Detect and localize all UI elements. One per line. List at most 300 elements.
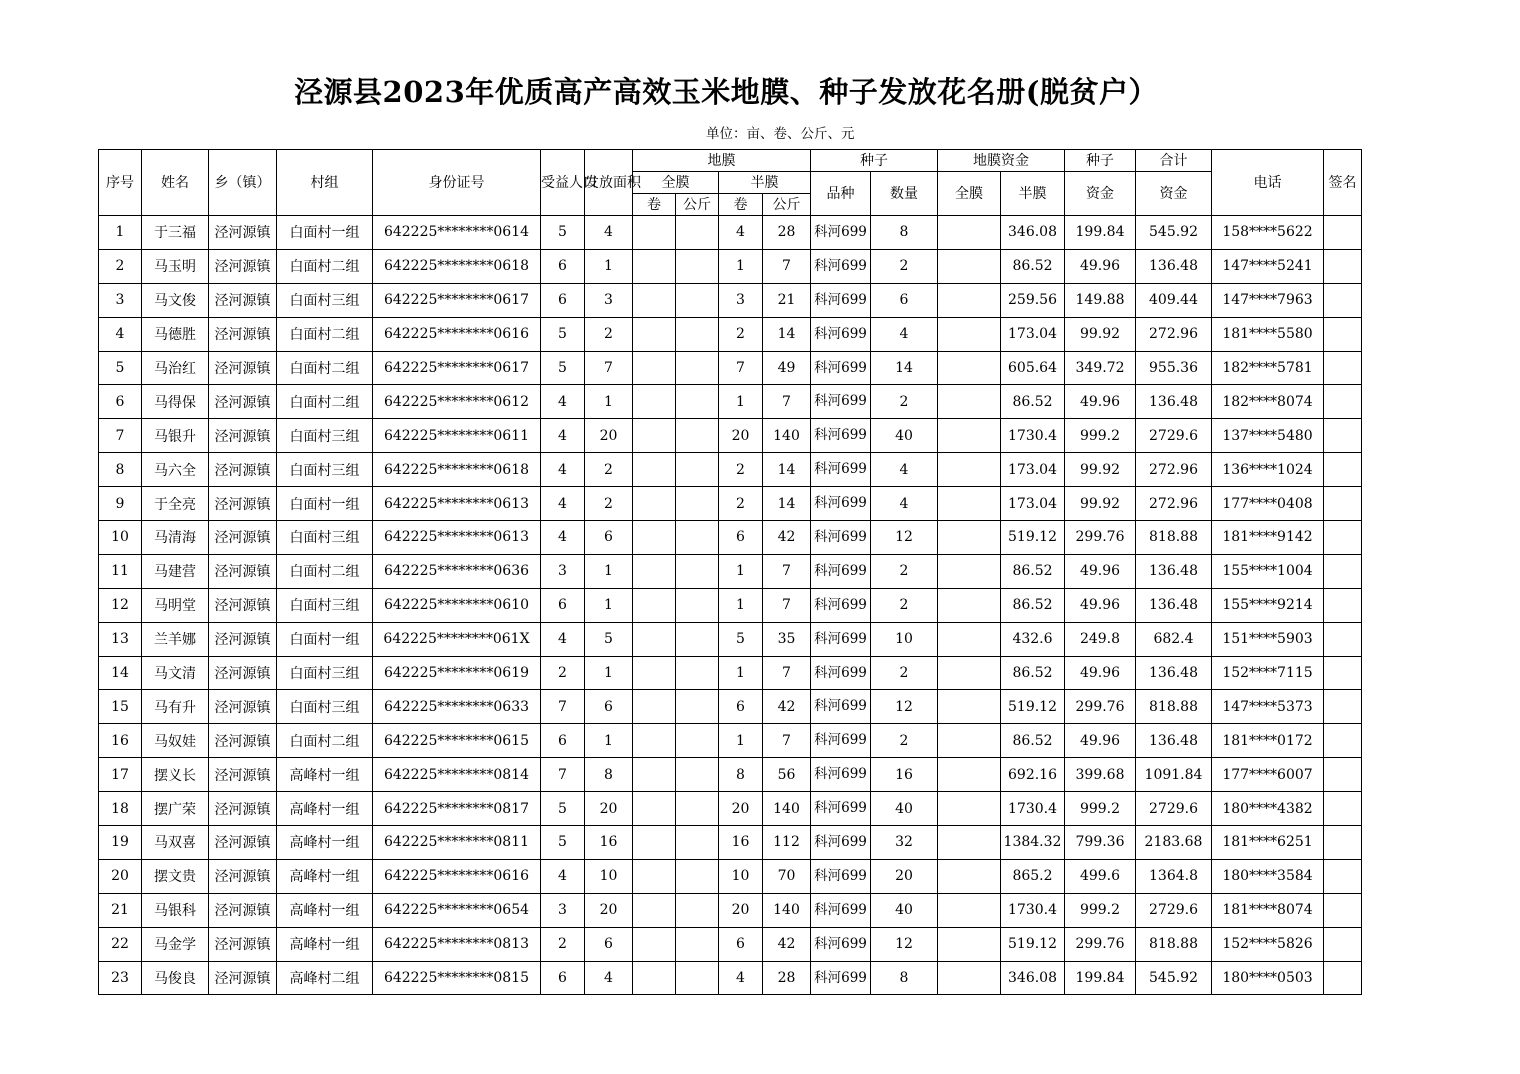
cell-people: 6 [541,724,585,758]
cell-half-roll: 10 [719,859,763,893]
table-row [99,758,1362,792]
cell-total: 955.36 [1136,351,1212,385]
cell-seq: 17 [99,758,142,792]
cell-phone: 181****8074 [1212,893,1324,927]
cell-total: 682.4 [1136,622,1212,656]
cell-half-roll: 8 [719,758,763,792]
cell-fund-full [938,385,1001,419]
cell-id: 642225********0817 [373,792,541,826]
cell-total: 2729.6 [1136,893,1212,927]
cell-half-kg: 35 [763,622,811,656]
cell-total: 545.92 [1136,961,1212,995]
header-full-kg: 公斤 [676,194,719,216]
cell-fund-full [938,859,1001,893]
cell-half-kg: 7 [763,554,811,588]
cell-full-kg [676,656,719,690]
cell-id: 642225********0811 [373,826,541,860]
cell-town: 泾河源镇 [209,656,277,690]
cell-name: 马建营 [142,554,209,588]
cell-sign[interactable] [1324,487,1362,521]
cell-name: 马治红 [142,351,209,385]
cell-name: 马俊良 [142,961,209,995]
cell-variety: 科河699 [811,724,871,758]
cell-half-roll: 7 [719,351,763,385]
cell-full-kg [676,961,719,995]
cell-name: 马六全 [142,453,209,487]
cell-seed-fund: 999.2 [1065,893,1136,927]
cell-seq: 4 [99,317,142,351]
cell-area: 1 [585,554,633,588]
cell-id: 642225********0617 [373,351,541,385]
cell-name: 马金学 [142,927,209,961]
cell-village: 高峰村一组 [277,893,373,927]
cell-variety: 科河699 [811,588,871,622]
cell-phone: 152****5826 [1212,927,1324,961]
cell-half-roll: 2 [719,487,763,521]
cell-seq: 9 [99,487,142,521]
cell-variety: 科河699 [811,385,871,419]
cell-id: 642225********0813 [373,927,541,961]
cell-seq: 19 [99,826,142,860]
cell-total: 272.96 [1136,487,1212,521]
cell-phone: 180****0503 [1212,961,1324,995]
cell-sign[interactable] [1324,351,1362,385]
cell-sign[interactable] [1324,419,1362,453]
cell-full-kg [676,758,719,792]
header-variety: 品种 [811,172,871,216]
cell-fund-full [938,249,1001,283]
cell-half-kg: 42 [763,690,811,724]
cell-total: 2729.6 [1136,419,1212,453]
cell-variety: 科河699 [811,351,871,385]
cell-quantity: 20 [871,859,938,893]
cell-full-kg [676,690,719,724]
cell-full-kg [676,317,719,351]
cell-full-roll [633,927,676,961]
cell-phone: 181****9142 [1212,521,1324,555]
cell-people: 4 [541,453,585,487]
cell-seed-fund: 49.96 [1065,385,1136,419]
cell-full-kg [676,453,719,487]
table-header [99,150,1362,216]
cell-sign[interactable] [1324,724,1362,758]
cell-village: 高峰村一组 [277,826,373,860]
cell-half-kg: 7 [763,385,811,419]
cell-seq: 13 [99,622,142,656]
cell-quantity: 4 [871,453,938,487]
cell-sign[interactable] [1324,521,1362,555]
cell-full-roll [633,487,676,521]
header-town: 乡（镇） [209,150,277,216]
cell-full-roll [633,656,676,690]
cell-town: 泾河源镇 [209,453,277,487]
cell-fund-full [938,317,1001,351]
cell-seed-fund: 999.2 [1065,419,1136,453]
cell-fund-half: 1730.4 [1001,792,1065,826]
cell-variety: 科河699 [811,419,871,453]
cell-phone: 147****7963 [1212,283,1324,317]
cell-fund-full [938,927,1001,961]
cell-fund-half: 865.2 [1001,859,1065,893]
cell-sign[interactable] [1324,317,1362,351]
cell-people: 3 [541,554,585,588]
cell-variety: 科河699 [811,283,871,317]
cell-area: 2 [585,453,633,487]
cell-id: 642225********0654 [373,893,541,927]
cell-half-roll: 16 [719,826,763,860]
cell-town: 泾河源镇 [209,487,277,521]
cell-area: 20 [585,419,633,453]
cell-seed-fund: 199.84 [1065,216,1136,250]
cell-sign[interactable] [1324,826,1362,860]
cell-seq: 3 [99,283,142,317]
cell-village: 白面村三组 [277,283,373,317]
table-row [99,792,1362,826]
cell-half-roll: 1 [719,554,763,588]
cell-quantity: 2 [871,554,938,588]
cell-phone: 177****0408 [1212,487,1324,521]
cell-people: 5 [541,216,585,250]
cell-sign[interactable] [1324,216,1362,250]
cell-half-kg: 42 [763,521,811,555]
cell-variety: 科河699 [811,487,871,521]
cell-half-roll: 20 [719,893,763,927]
cell-fund-half: 519.12 [1001,690,1065,724]
header-sign: 签名 [1324,150,1362,216]
cell-seq: 6 [99,385,142,419]
cell-fund-full [938,554,1001,588]
cell-village: 高峰村一组 [277,758,373,792]
cell-id: 642225********0633 [373,690,541,724]
cell-quantity: 6 [871,283,938,317]
cell-fund-full [938,453,1001,487]
cell-fund-full [938,622,1001,656]
cell-village: 高峰村二组 [277,961,373,995]
cell-fund-full [938,521,1001,555]
table-row [99,453,1362,487]
cell-area: 6 [585,521,633,555]
cell-fund-half: 86.52 [1001,724,1065,758]
cell-variety: 科河699 [811,622,871,656]
cell-id: 642225********0617 [373,283,541,317]
table-body [99,216,1362,995]
cell-seq: 7 [99,419,142,453]
cell-sign[interactable] [1324,758,1362,792]
cell-phone: 152****7115 [1212,656,1324,690]
cell-sign[interactable] [1324,283,1362,317]
cell-total: 818.88 [1136,690,1212,724]
cell-fund-full [938,588,1001,622]
cell-half-kg: 49 [763,351,811,385]
header-beneficiaries: 受益人口 [541,150,585,216]
cell-sign[interactable] [1324,588,1362,622]
cell-people: 4 [541,419,585,453]
cell-full-roll [633,317,676,351]
cell-id: 642225********0613 [373,487,541,521]
cell-area: 5 [585,622,633,656]
cell-variety: 科河699 [811,961,871,995]
cell-full-roll [633,521,676,555]
table-row [99,826,1362,860]
cell-town: 泾河源镇 [209,385,277,419]
cell-fund-full [938,283,1001,317]
header-film: 地膜 [633,150,811,172]
cell-village: 白面村二组 [277,554,373,588]
cell-variety: 科河699 [811,656,871,690]
table-row [99,893,1362,927]
cell-id: 642225********0619 [373,656,541,690]
cell-variety: 科河699 [811,690,871,724]
cell-seq: 14 [99,656,142,690]
table-row [99,690,1362,724]
cell-full-roll [633,588,676,622]
cell-area: 20 [585,893,633,927]
header-total-top: 合计 [1136,150,1212,172]
cell-village: 白面村三组 [277,453,373,487]
cell-village: 白面村一组 [277,216,373,250]
cell-variety: 科河699 [811,317,871,351]
cell-village: 白面村一组 [277,487,373,521]
cell-phone: 147****5373 [1212,690,1324,724]
cell-fund-half: 173.04 [1001,487,1065,521]
cell-id: 642225********0616 [373,859,541,893]
cell-total: 2183.68 [1136,826,1212,860]
cell-sign[interactable] [1324,622,1362,656]
cell-village: 白面村一组 [277,622,373,656]
cell-seed-fund: 199.84 [1065,961,1136,995]
cell-half-kg: 140 [763,419,811,453]
cell-seed-fund: 99.92 [1065,317,1136,351]
cell-variety: 科河699 [811,758,871,792]
header-seed-fund-bottom: 资金 [1065,172,1136,216]
cell-half-kg: 7 [763,249,811,283]
cell-sign[interactable] [1324,656,1362,690]
table-row [99,487,1362,521]
cell-variety: 科河699 [811,216,871,250]
cell-fund-half: 86.52 [1001,656,1065,690]
cell-seed-fund: 299.76 [1065,521,1136,555]
cell-sign[interactable] [1324,893,1362,927]
cell-sign[interactable] [1324,385,1362,419]
cell-fund-half: 86.52 [1001,249,1065,283]
cell-sign[interactable] [1324,453,1362,487]
cell-town: 泾河源镇 [209,690,277,724]
cell-village: 白面村二组 [277,351,373,385]
cell-seq: 20 [99,859,142,893]
cell-people: 7 [541,690,585,724]
cell-seq: 12 [99,588,142,622]
cell-half-roll: 4 [719,216,763,250]
cell-quantity: 40 [871,792,938,826]
cell-total: 136.48 [1136,588,1212,622]
cell-seed-fund: 49.96 [1065,249,1136,283]
header-half-roll: 卷 [719,194,763,216]
cell-village: 白面村二组 [277,317,373,351]
cell-half-kg: 70 [763,859,811,893]
cell-half-roll: 1 [719,656,763,690]
cell-full-roll [633,216,676,250]
cell-id: 642225********061X [373,622,541,656]
table-row [99,521,1362,555]
cell-full-kg [676,351,719,385]
cell-quantity: 32 [871,826,938,860]
roster-table [98,149,1362,995]
cell-seq: 5 [99,351,142,385]
cell-total: 818.88 [1136,521,1212,555]
cell-village: 白面村三组 [277,656,373,690]
cell-area: 10 [585,859,633,893]
cell-sign[interactable] [1324,927,1362,961]
cell-fund-half: 346.08 [1001,961,1065,995]
cell-area: 1 [585,656,633,690]
cell-id: 642225********0614 [373,216,541,250]
cell-seq: 21 [99,893,142,927]
table-row [99,961,1362,995]
cell-seed-fund: 99.92 [1065,487,1136,521]
cell-town: 泾河源镇 [209,283,277,317]
cell-town: 泾河源镇 [209,249,277,283]
cell-town: 泾河源镇 [209,792,277,826]
cell-full-kg [676,893,719,927]
cell-fund-full [938,893,1001,927]
cell-fund-full [938,351,1001,385]
cell-quantity: 40 [871,419,938,453]
cell-full-roll [633,690,676,724]
cell-village: 高峰村一组 [277,859,373,893]
cell-full-roll [633,385,676,419]
cell-town: 泾河源镇 [209,724,277,758]
cell-quantity: 2 [871,656,938,690]
cell-name: 马德胜 [142,317,209,351]
header-fund-full: 全膜 [938,172,1001,216]
cell-full-kg [676,554,719,588]
cell-total: 409.44 [1136,283,1212,317]
cell-area: 1 [585,385,633,419]
cell-name: 摆广荣 [142,792,209,826]
cell-full-kg [676,385,719,419]
cell-phone: 180****4382 [1212,792,1324,826]
cell-quantity: 12 [871,521,938,555]
header-id: 身份证号 [373,150,541,216]
cell-people: 6 [541,961,585,995]
cell-full-roll [633,758,676,792]
cell-half-roll: 6 [719,521,763,555]
cell-full-roll [633,419,676,453]
header-seed-fund-top: 种子 [1065,150,1136,172]
cell-seq: 10 [99,521,142,555]
cell-area: 2 [585,317,633,351]
cell-total: 272.96 [1136,317,1212,351]
cell-id: 642225********0615 [373,724,541,758]
cell-half-roll: 2 [719,453,763,487]
cell-sign[interactable] [1324,859,1362,893]
cell-fund-half: 432.6 [1001,622,1065,656]
table-row [99,249,1362,283]
cell-people: 6 [541,249,585,283]
table-row [99,588,1362,622]
cell-half-roll: 20 [719,792,763,826]
cell-people: 5 [541,792,585,826]
cell-seed-fund: 149.88 [1065,283,1136,317]
cell-phone: 181****6251 [1212,826,1324,860]
cell-full-kg [676,216,719,250]
cell-variety: 科河699 [811,249,871,283]
cell-fund-full [938,690,1001,724]
cell-half-roll: 6 [719,927,763,961]
cell-seed-fund: 999.2 [1065,792,1136,826]
cell-half-kg: 7 [763,656,811,690]
cell-people: 5 [541,317,585,351]
cell-seq: 18 [99,792,142,826]
cell-name: 马文清 [142,656,209,690]
cell-sign[interactable] [1324,554,1362,588]
cell-full-roll [633,859,676,893]
cell-quantity: 8 [871,216,938,250]
cell-phone: 181****5580 [1212,317,1324,351]
table-row [99,317,1362,351]
header-seed: 种子 [811,150,938,172]
cell-half-roll: 1 [719,249,763,283]
cell-sign[interactable] [1324,961,1362,995]
cell-variety: 科河699 [811,859,871,893]
cell-sign[interactable] [1324,690,1362,724]
header-area: 发放面积 [585,150,633,216]
cell-fund-half: 1730.4 [1001,893,1065,927]
cell-people: 4 [541,487,585,521]
cell-phone: 158****5622 [1212,216,1324,250]
cell-full-roll [633,961,676,995]
cell-seq: 11 [99,554,142,588]
cell-people: 4 [541,622,585,656]
cell-sign[interactable] [1324,792,1362,826]
header-full-roll: 卷 [633,194,676,216]
cell-quantity: 12 [871,690,938,724]
cell-people: 4 [541,521,585,555]
cell-full-kg [676,283,719,317]
cell-half-kg: 140 [763,792,811,826]
cell-full-kg [676,249,719,283]
cell-seq: 1 [99,216,142,250]
cell-half-kg: 42 [763,927,811,961]
cell-quantity: 10 [871,622,938,656]
cell-half-roll: 20 [719,419,763,453]
cell-town: 泾河源镇 [209,554,277,588]
cell-fund-full [938,961,1001,995]
document-title: 泾源县2023年优质高产高效玉米地膜、种子发放花名册(脱贫户） [294,75,1158,109]
cell-phone: 151****5903 [1212,622,1324,656]
cell-seed-fund: 99.92 [1065,453,1136,487]
cell-total: 1364.8 [1136,859,1212,893]
cell-half-roll: 6 [719,690,763,724]
cell-fund-half: 519.12 [1001,521,1065,555]
cell-seed-fund: 49.96 [1065,724,1136,758]
cell-seed-fund: 399.68 [1065,758,1136,792]
cell-name: 马银科 [142,893,209,927]
cell-variety: 科河699 [811,927,871,961]
cell-total: 136.48 [1136,724,1212,758]
cell-people: 7 [541,758,585,792]
cell-half-kg: 7 [763,588,811,622]
cell-people: 2 [541,656,585,690]
cell-quantity: 2 [871,588,938,622]
cell-area: 20 [585,792,633,826]
cell-half-kg: 28 [763,216,811,250]
cell-quantity: 4 [871,487,938,521]
cell-seq: 2 [99,249,142,283]
cell-sign[interactable] [1324,249,1362,283]
cell-phone: 182****8074 [1212,385,1324,419]
cell-id: 642225********0814 [373,758,541,792]
